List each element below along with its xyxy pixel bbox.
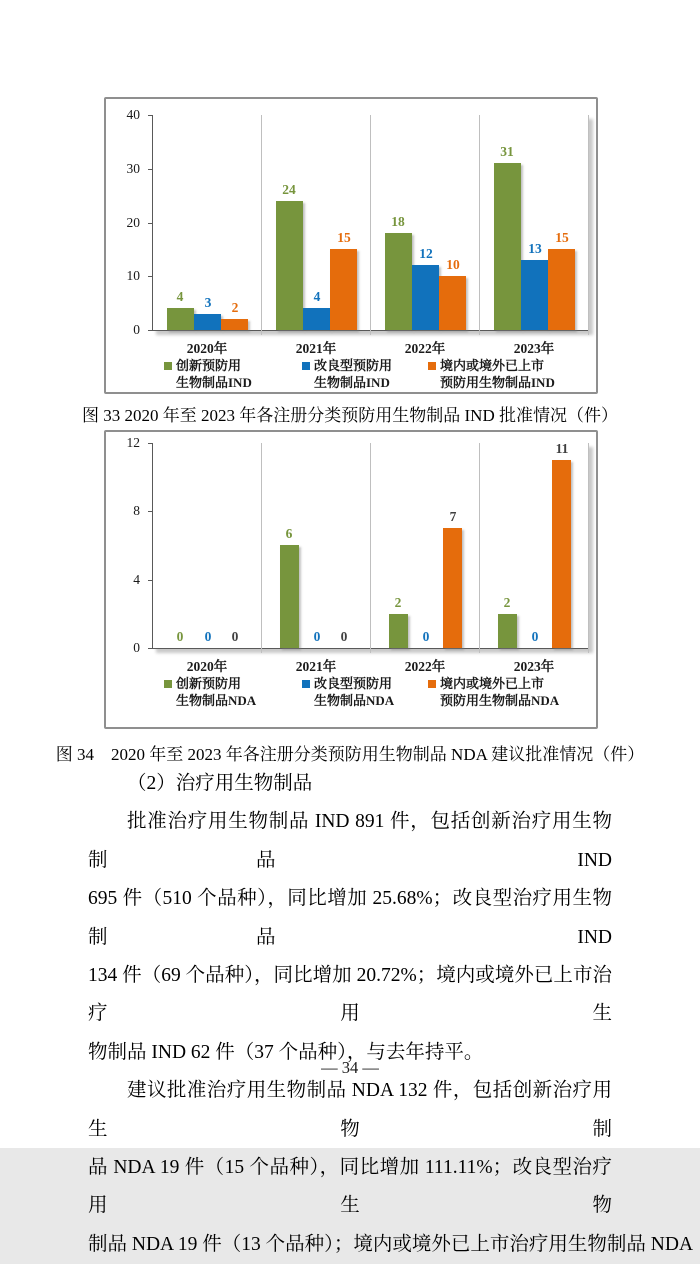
legend-label-line1: 改良型预防用 xyxy=(314,676,393,691)
legend-color-swatch-icon xyxy=(428,680,436,688)
bar-2023年-series-3 xyxy=(552,460,571,648)
legend-item-series-3 xyxy=(428,357,555,391)
y-axis-tick-label: 8 xyxy=(133,503,140,518)
x-axis-category-label: 2020年 xyxy=(186,659,228,674)
bar-value-label: 6 xyxy=(285,526,293,541)
y-axis-tick-label: 0 xyxy=(133,322,140,337)
bar-value-label: 15 xyxy=(337,230,351,245)
category-separator-gridline xyxy=(370,443,371,653)
bar-value-label: 0 xyxy=(422,629,430,644)
bar-value-label: 4 xyxy=(176,289,184,304)
x-axis-category-label: 2022年 xyxy=(404,659,446,674)
legend-label-line2: 生物制品IND xyxy=(314,375,390,390)
legend-label-line2: 生物制品NDA xyxy=(314,693,395,708)
legend-item-series-1 xyxy=(164,357,252,391)
bar-value-label: 18 xyxy=(391,214,405,229)
bar-2022年-series-3 xyxy=(443,528,462,648)
legend-item-series-1 xyxy=(164,675,256,709)
bar-value-label: 31 xyxy=(500,144,514,159)
legend-entry-line1 xyxy=(164,357,252,374)
x-axis-category-label: 2021年 xyxy=(295,659,337,674)
legend-label-line1: 境内或境外已上市 xyxy=(440,676,545,691)
legend-label-line2: 生物制品NDA xyxy=(176,693,257,708)
bar-value-label: 0 xyxy=(340,629,348,644)
y-axis-tick-mark xyxy=(148,511,152,512)
bar-2021年-series-1 xyxy=(280,545,299,648)
y-axis-tick-label: 20 xyxy=(126,215,140,230)
bar-value-label: 0 xyxy=(531,629,539,644)
bar-value-label: 12 xyxy=(419,246,433,261)
bar-value-label: 2 xyxy=(503,595,511,610)
y-axis-tick-mark xyxy=(148,443,152,444)
bar-value-label: 4 xyxy=(313,289,321,304)
bar-2023年-series-1 xyxy=(498,614,517,648)
section-heading: （2）治疗用生物制品 xyxy=(127,773,313,794)
bar-2020年-series-3 xyxy=(221,319,248,330)
bar-value-label: 7 xyxy=(449,509,457,524)
bar-value-label: 11 xyxy=(555,441,569,456)
figure-34-caption: 图 34 2020 年至 2023 年各注册分类预防用生物制品 NDA 建议批准情况（件） xyxy=(55,745,645,764)
paragraph-2-line-1: 建议批准治疗用生物制品 NDA 132 件，包括创新治疗用生物制 xyxy=(88,1080,612,1140)
legend-entry-line1 xyxy=(428,357,555,374)
category-separator-gridline xyxy=(479,115,480,335)
y-axis-tick-mark xyxy=(148,223,152,224)
paragraph-1-line-4: 物制品 IND 62 件（37 个品种），与去年持平。 xyxy=(88,1041,484,1063)
legend-entry-line1 xyxy=(164,675,256,692)
y-axis-tick-label: 0 xyxy=(133,640,140,655)
category-separator-gridline xyxy=(588,443,589,653)
y-axis-tick-mark xyxy=(148,169,152,170)
figure-33-caption: 图 33 2020 年至 2023 年各注册分类预防用生物制品 IND 批准情况（件） xyxy=(82,406,618,425)
bar-value-label: 3 xyxy=(204,295,212,310)
y-axis-tick-mark xyxy=(148,115,152,116)
category-separator-gridline xyxy=(479,443,480,653)
bar-2023年-series-3 xyxy=(548,249,575,330)
bar-value-label: 24 xyxy=(282,182,296,197)
legend-label-line2: 预防用生物制品IND xyxy=(440,375,555,390)
legend-color-swatch-icon xyxy=(164,680,172,688)
y-axis-tick-label: 30 xyxy=(126,161,140,176)
bar-2020年-series-2 xyxy=(194,314,221,330)
bar-2021年-series-3 xyxy=(330,249,357,330)
legend-label-line1: 创新预防用 xyxy=(176,676,242,691)
paragraph-1-line-3: 134 件（69 个品种），同比增加 20.72%；境内或境外已上市治疗用生 xyxy=(88,965,612,1025)
bar-value-label: 10 xyxy=(446,257,460,272)
y-axis-tick-mark xyxy=(148,648,152,649)
x-axis-category-label: 2020年 xyxy=(186,341,228,356)
x-axis-category-label: 2021年 xyxy=(295,341,337,356)
figure-34-chart-panel xyxy=(104,430,598,729)
legend-color-swatch-icon xyxy=(302,680,310,688)
bar-value-label: 13 xyxy=(528,241,542,256)
plot-area xyxy=(152,115,589,331)
bar-2022年-series-1 xyxy=(389,614,408,648)
paragraph-2-line-2: 品 NDA 19 件（15 个品种），同比增加 111.11%；改良型治疗用生物 xyxy=(88,1157,612,1217)
paragraph-1-line-1: 批准治疗用生物制品 IND 891 件，包括创新治疗用生物制品 IND xyxy=(88,811,612,871)
legend-color-swatch-icon xyxy=(428,362,436,370)
bar-value-label: 0 xyxy=(313,629,321,644)
y-axis-tick-label: 10 xyxy=(126,268,140,283)
x-axis-category-label: 2023年 xyxy=(513,659,555,674)
bar-value-label: 0 xyxy=(204,629,212,644)
bar-2021年-series-1 xyxy=(276,201,303,330)
legend-label-line1: 改良型预防用 xyxy=(314,358,393,373)
bar-value-label: 2 xyxy=(394,595,402,610)
paragraph-2-line-3: 制品 NDA 19 件（13 个品种）；境内或境外已上市治疗用生物制品 NDA xyxy=(88,1233,694,1255)
legend-label-line1: 境内或境外已上市 xyxy=(440,358,545,373)
bar-value-label: 0 xyxy=(231,629,239,644)
bar-value-label: 2 xyxy=(231,300,239,315)
y-axis-tick-mark xyxy=(148,330,152,331)
y-axis-tick-label: 4 xyxy=(133,572,140,587)
legend-color-swatch-icon xyxy=(164,362,172,370)
category-separator-gridline xyxy=(261,115,262,335)
bar-2021年-series-2 xyxy=(303,308,330,330)
legend-item-series-3 xyxy=(428,675,559,709)
legend-item-series-2 xyxy=(302,357,392,391)
category-separator-gridline xyxy=(588,115,589,335)
bar-value-label: 0 xyxy=(176,629,184,644)
page-number: — 34 — xyxy=(321,1058,379,1077)
figure-33-chart-panel xyxy=(104,97,598,394)
legend-entry-line1 xyxy=(302,675,394,692)
category-separator-gridline xyxy=(370,115,371,335)
y-axis-tick-mark xyxy=(148,276,152,277)
bar-2020年-series-1 xyxy=(167,308,194,330)
legend-entry-line1 xyxy=(428,675,559,692)
paragraph-1-line-2: 695 件（510 个品种），同比增加 25.68%；改良型治疗用生物制品 IND xyxy=(88,888,612,948)
bar-2022年-series-2 xyxy=(412,265,439,330)
legend-item-series-2 xyxy=(302,675,394,709)
y-axis-tick-mark xyxy=(148,580,152,581)
x-axis-category-label: 2023年 xyxy=(513,341,555,356)
x-axis-category-label: 2022年 xyxy=(404,341,446,356)
legend-label-line1: 创新预防用 xyxy=(176,358,242,373)
plot-area xyxy=(152,443,589,649)
y-axis-tick-label: 12 xyxy=(126,435,140,450)
category-separator-gridline xyxy=(261,443,262,653)
bar-value-label: 15 xyxy=(555,230,569,245)
legend-label-line2: 生物制品IND xyxy=(176,375,252,390)
bar-2022年-series-3 xyxy=(439,276,466,330)
legend-label-line2: 预防用生物制品NDA xyxy=(440,693,560,708)
bar-2023年-series-2 xyxy=(521,260,548,330)
legend-color-swatch-icon xyxy=(302,362,310,370)
y-axis-tick-label: 40 xyxy=(126,107,140,122)
body-text-block xyxy=(88,765,694,1264)
legend-entry-line1 xyxy=(302,357,392,374)
